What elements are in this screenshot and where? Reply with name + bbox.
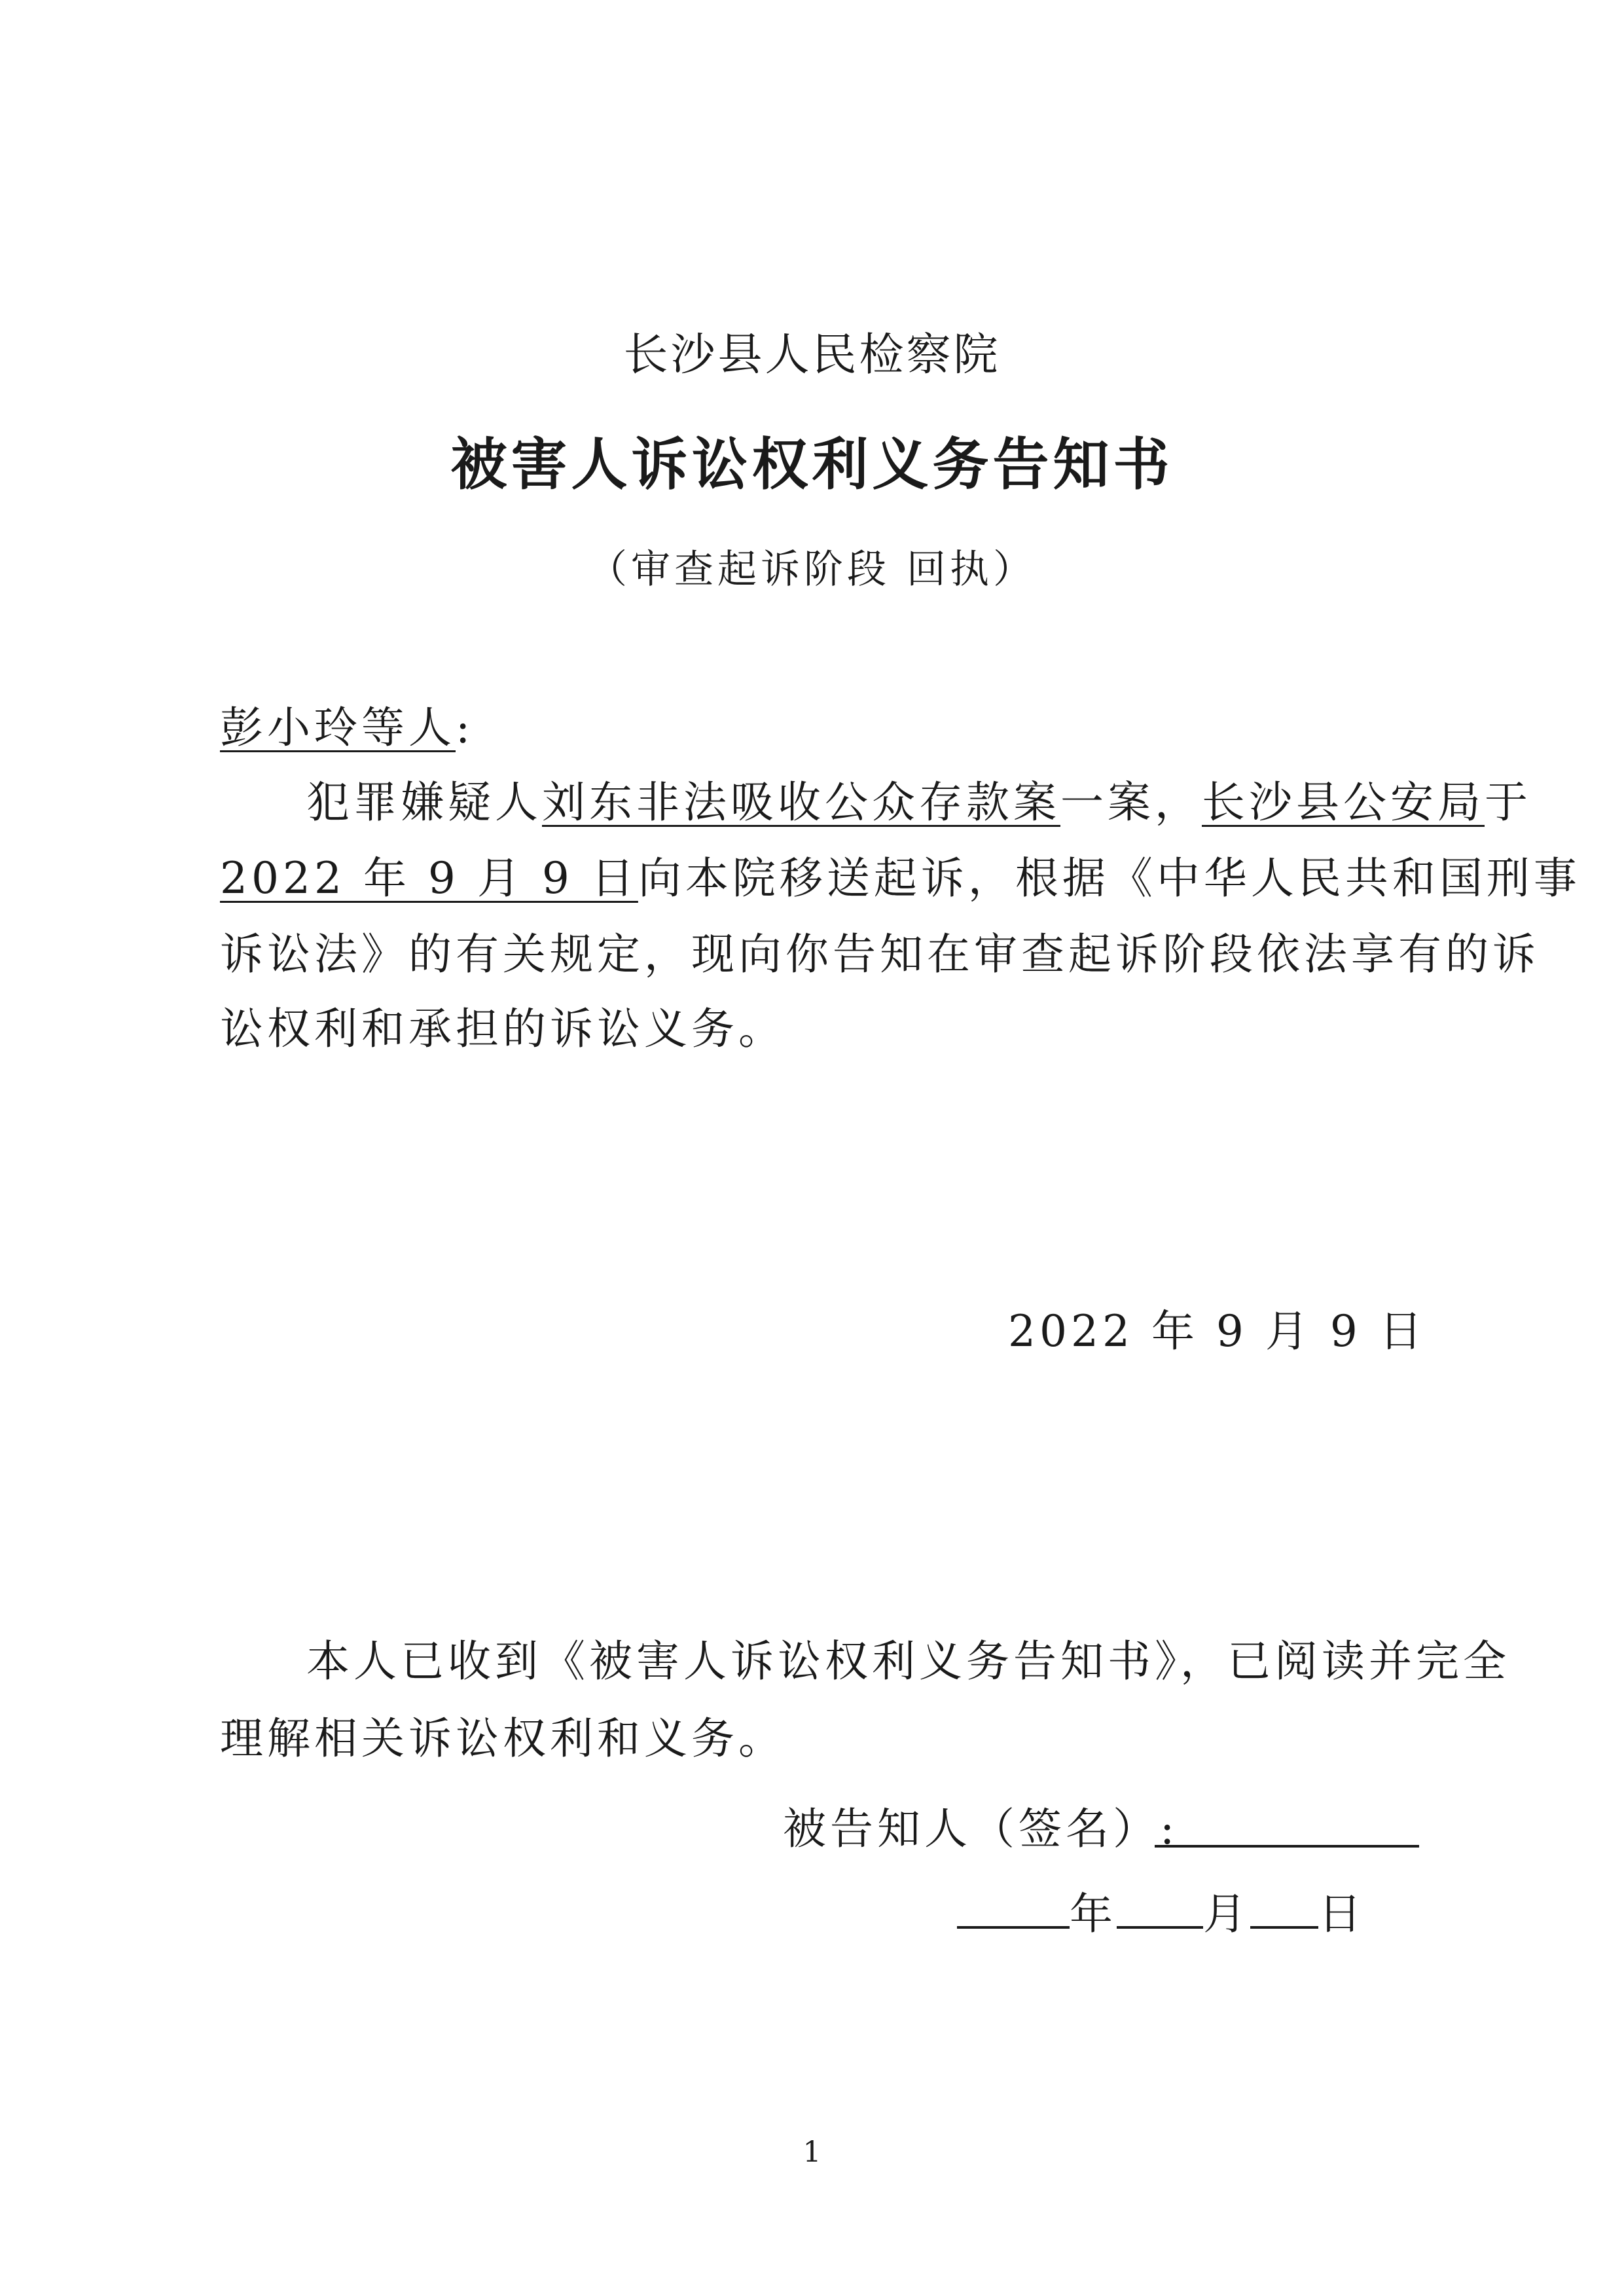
transfer-date: 2022 年 9 月 9 日 bbox=[220, 853, 638, 903]
paragraph-text: 向本院移送起诉，根据《中华人民共和国刑事 bbox=[638, 853, 1581, 903]
paragraph-line-1 bbox=[306, 767, 1532, 829]
addressee-line bbox=[220, 693, 474, 755]
paragraph-text: 一案， bbox=[1060, 777, 1202, 828]
issuer-name: 长沙县人民检察院 bbox=[623, 329, 1001, 381]
receipt-date bbox=[957, 1879, 1365, 1941]
receipt-line-1: 本人已收到《被害人诉讼权利义务告知书》，已阅读并完全 bbox=[306, 1636, 1510, 1686]
year-label: 年 bbox=[1070, 1889, 1117, 1939]
paragraph-text: 于 bbox=[1485, 777, 1532, 828]
case-name: 刘东非法吸收公众存款案 bbox=[542, 777, 1060, 828]
transfer-agency: 长沙县公安局 bbox=[1202, 777, 1485, 828]
paragraph-line-4: 讼权利和承担的诉讼义务。 bbox=[220, 1004, 785, 1054]
month-label: 月 bbox=[1203, 1889, 1250, 1939]
addressee-colon: : bbox=[456, 702, 475, 753]
day-blank[interactable] bbox=[1250, 1889, 1318, 1929]
document-subtitle: （审查起诉阶段 回执） bbox=[587, 547, 1037, 592]
document-title: 被害人诉讼权利义务告知书 bbox=[450, 431, 1174, 498]
signature-field[interactable] bbox=[1155, 1845, 1419, 1848]
signature-label: 被告知人（签名）: bbox=[783, 1804, 1179, 1854]
page-number: 1 bbox=[803, 2136, 821, 2169]
addressee: 彭小玲等人 bbox=[220, 702, 456, 753]
paragraph-line-3: 诉讼法》的有关规定，现向你告知在审查起诉阶段依法享有的诉 bbox=[220, 929, 1540, 979]
day-label: 日 bbox=[1318, 1889, 1365, 1939]
issue-date: 2022 年 9 月 9 日 bbox=[1008, 1306, 1426, 1357]
paragraph-text: 犯罪嫌疑人 bbox=[306, 777, 542, 828]
paragraph-line-2 bbox=[220, 843, 1581, 905]
month-blank[interactable] bbox=[1117, 1889, 1203, 1929]
year-blank[interactable] bbox=[957, 1889, 1070, 1929]
receipt-line-2: 理解相关诉讼权利和义务。 bbox=[220, 1713, 785, 1764]
